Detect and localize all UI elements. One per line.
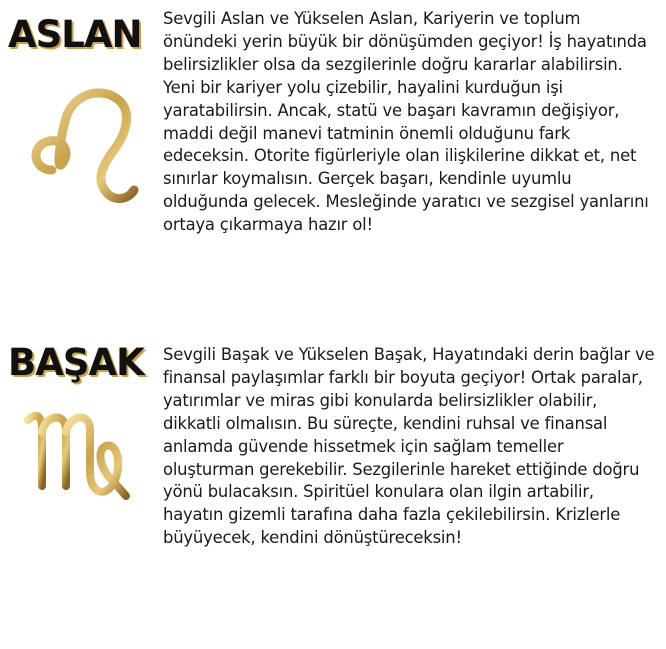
leo-icon [22,78,140,208]
aslan-section [0,0,666,320]
sign-title-basak: BAŞAK [8,341,144,384]
basak-section [0,330,666,649]
aslan-description: Sevgili Aslan ve Yükselen Aslan, Kariyerin ve toplum önündeki yerin büyük bir dönüşümden geçiyor! İş hayatında belirsizlikler olsa da sezgilerinle doğru kararlar alabilirsin. Yeni bir kariyer yolu çizebilir, hayalini kurduğun işi yaratabilirsin. Ancak, statü ve başarı kavramın değişiyor, maddi değil manevi tatminin önemli olduğunu fark edeceksin. Otorite figürleriyle olan ilişkilerine dikkat et, net sınırlar koymalısın. Gerçek başarı, kendinle uyumlu olduğunda gelecek. Mesleğinde yaratıcı ve sezgisel yanlarını ortaya çıkarmaya hazır ol! [163,9,649,235]
virgo-icon [22,398,140,508]
sign-title-aslan: ASLAN [8,13,142,56]
basak-description: Sevgili Başak ve Yükselen Başak, Hayatındaki derin bağlar ve finansal paylaşımlar farklı bir boyuta geçiyor! Ortak paralar, yatırımlar ve miras gibi konularda belirsizlikler olabilir, dikkatli olmalısın. Bu süreçte, kendini ruhsal ve finansal anlamda güvende hissetmek için sağlam temeller oluşturman gerekebilir. Sezgilerinle hareket ettiğinde doğru yönü bulacaksın. Spiritüel konulara olan ilgin artabilir, hayatın gizemli tarafına daha fazla çekilebilirsin. Krizlerle büyüyecek, kendini dönüştüreceksin! [163,345,655,548]
